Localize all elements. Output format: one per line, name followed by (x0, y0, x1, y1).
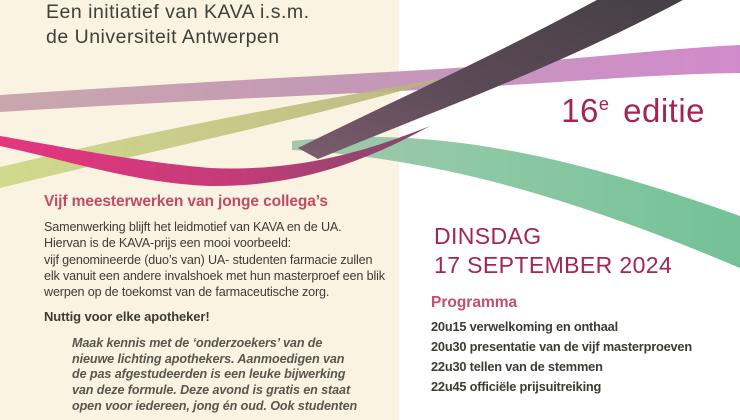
program-item: 20u30 presentatie van de vijf masterproeven (431, 339, 692, 355)
section-heading: Vijf meesterwerken van jonge collega’s (44, 193, 328, 210)
program-item: 22u45 officiële prijsuitreiking (431, 379, 602, 395)
event-date-line: 17 SEPTEMBER 2024 (434, 251, 673, 278)
initiative-line-2: de Universiteit Antwerpen (46, 25, 280, 48)
edition-label (561, 92, 705, 130)
intro-line: Hiervan is de KAVA-prijs een mooi voorbeeld: (44, 236, 292, 251)
program-item: 22u30 tellen van de stemmen (431, 359, 603, 375)
quote-line: Maak kennis met de ‘onderzoekers’ van de (72, 336, 323, 350)
initiative-note (46, 0, 310, 49)
edition-word: editie (623, 92, 705, 129)
quote-paragraph (72, 336, 402, 415)
callout-line: Nuttig voor elke apotheker! (44, 309, 210, 324)
edition-number: 16 (561, 92, 599, 129)
initiative-line-1: Een initiatief van KAVA i.s.m. (46, 1, 310, 23)
event-date (434, 222, 672, 279)
program-schedule (431, 317, 692, 397)
quote-line: nieuwe lichting apothekers. Aanmoedigen van (72, 351, 345, 366)
event-day: DINSDAG (434, 223, 542, 249)
quote-line: open voor iedereen, jong én oud. Ook studenten (72, 398, 358, 413)
program-heading: Programma (431, 294, 518, 311)
intro-line: elk vanuit een andere invalshoek met hun masterproef een blik (44, 268, 385, 283)
intro-line: werpen op de toekomst van de farmaceutische zorg. (44, 285, 330, 300)
program-item: 20u15 verwelkoming en onthaal (431, 319, 618, 334)
quote-line: van deze formule. Deze avond is gratis en staat (72, 383, 351, 398)
edition-ordinal-suffix: e (598, 94, 610, 114)
quote-line: de pas afgestudeerden is een leuke bijwerking (72, 367, 346, 382)
intro-line: Samenwerking blijft het leidmotief van KAVA en de UA. (44, 220, 342, 234)
intro-line: vijf genomineerde (duo’s van) UA- studenten farmacie zullen (44, 252, 373, 267)
intro-paragraph (44, 219, 404, 300)
